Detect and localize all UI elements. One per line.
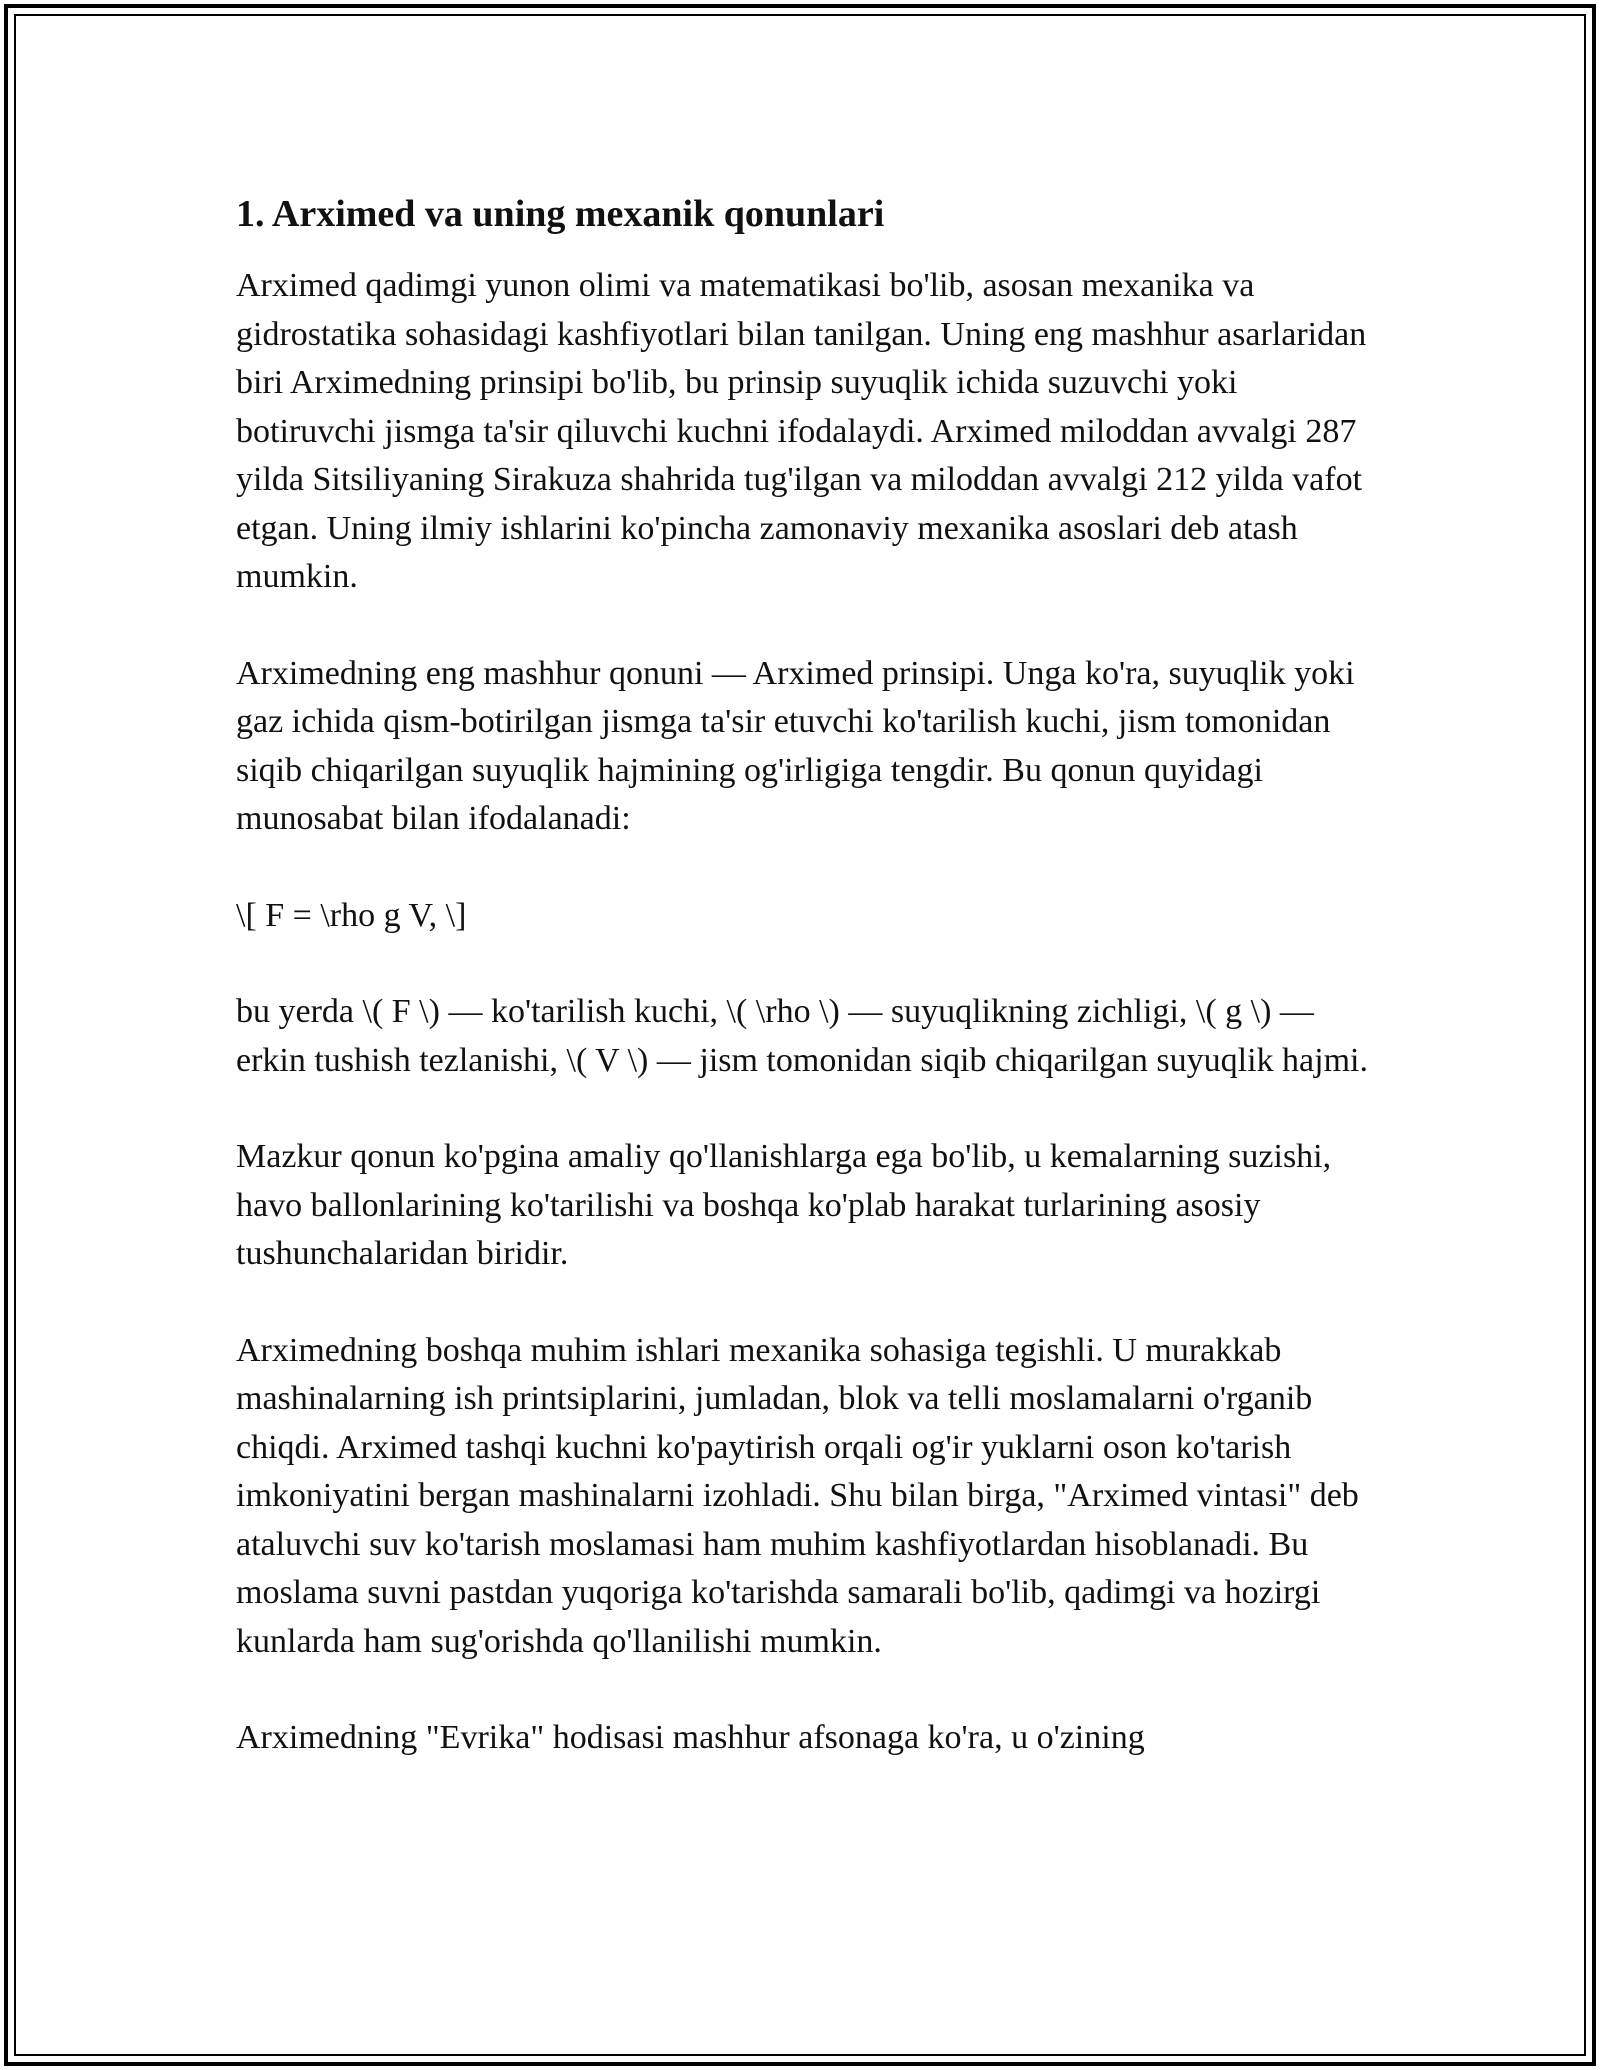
section-heading: 1. Arximed va uning mexanik qonunlari <box>236 193 885 235</box>
paragraph-mechanics: Arximedning boshqa muhim ishlari mexanika sohasiga tegishli. U murakkab mashinalarning ish printsiplarini, jumladan, blok va telli moslamalarni o'rganib chiqdi. Arximed tashqi kuchni ko'paytirish orqali og'ir yuklarni oson ko'tarish imkoniyatini bergan mashinalarni izohladi. Shu bilan birga, "Arximed vintasi" deb ataluvchi suv ko'tarish moslamasi ham muhim kashfiyotlardan hisoblanadi. Bu moslama suvni pastdan yuqoriga ko'tarishda samarali bo'lib, qadimgi va hozirgi kunlarda ham sug'orishda qo'llanilishi mumkin. <box>236 1331 1359 1660</box>
paragraph-intro: Arximed qadimgi yunon olimi va matematikasi bo'lib, asosan mexanika va gidrostatika sohasidagi kashfiyotlari bilan tanilgan. Uning eng mashhur asarlaridan biri Arximedning prinsipi bo'lib, bu prinsip suyuqlik ichida suzuvchi yoki botiruvchi jismga ta'sir qiluvchi kuchni ifodalaydi. Arximed miloddan avvalgi 287 yilda Sitsiliyaning Sirakuza shahrida tug'ilgan va miloddan avvalgi 212 yilda vafot etgan. Uning ilmiy ishlarini ko'pincha zamonaviy mexanika asoslari deb atash mumkin. <box>236 267 1367 595</box>
paragraph-variables: bu yerda \( F \) — ko'tarilish kuchi, \( \rho \) — suyuqlikning zichligi, \( g \) — erkin tushish tezlanishi, \( V \) — jism tomonidan siqib chiqarilgan suyuqlik hajmi. <box>236 993 1368 1079</box>
formula-line: \[ F = \rho g V, \] <box>236 896 467 934</box>
paragraph-eureka: Arximedning "Evrika" hodisasi mashhur afsonaga ko'ra, u o'zining <box>236 1719 1145 1756</box>
paragraph-principle: Arximedning eng mashhur qonuni — Arximed prinsipi. Unga ko'ra, suyuqlik yoki gaz ichida qism-botirilgan jismga ta'sir etuvchi ko'tarilish kuchi, jism tomonidan siqib chiqarilgan suyuqlik hajmining og'irligiga tengdir. Bu qonun quyidagi munosabat bilan ifodalanadi: <box>236 654 1355 837</box>
paragraph-applications: Mazkur qonun ko'pgina amaliy qo'llanishlarga ega bo'lib, u kemalarning suzishi, havo ballonlarining ko'tarilishi va boshqa ko'plab harakat turlarining asosiy tushunchalaridan biridir. <box>236 1138 1332 1272</box>
document-body <box>236 188 1376 1763</box>
